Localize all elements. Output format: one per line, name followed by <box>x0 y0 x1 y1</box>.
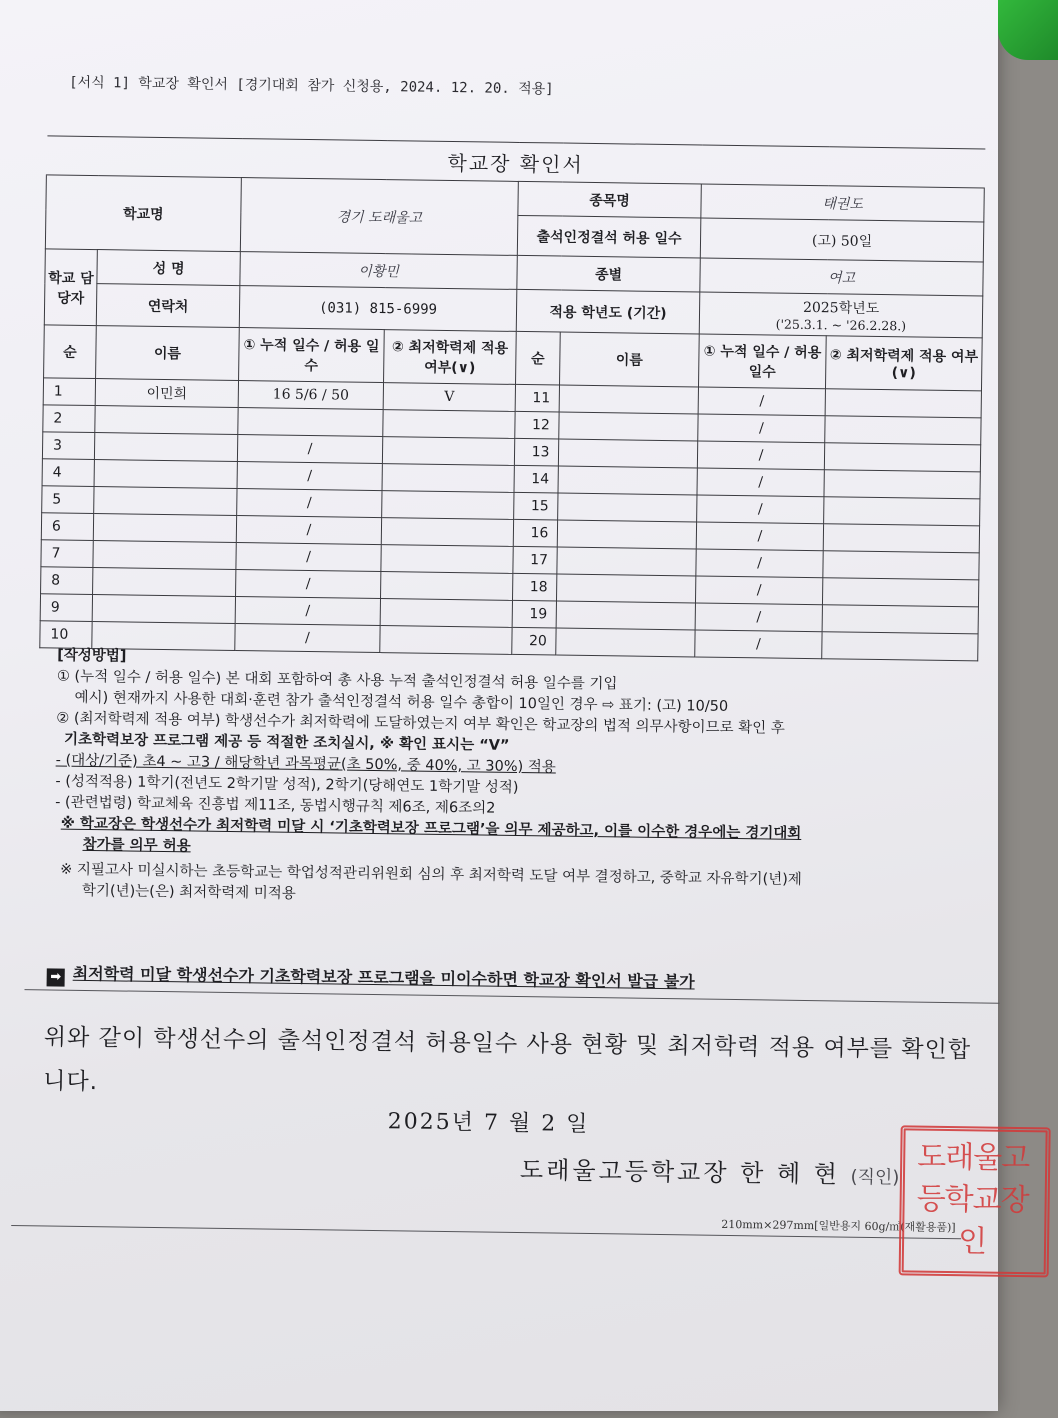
allowed-label: 출석인정결석 허용 일수 <box>517 215 701 258</box>
row-name <box>93 568 236 597</box>
official-seal-stamp <box>899 1125 1051 1277</box>
row-check <box>380 599 512 628</box>
event-label: 종목명 <box>518 181 701 218</box>
row-no: 6 <box>41 513 93 541</box>
col-no-left: 순 <box>44 325 97 379</box>
student-list <box>40 378 982 661</box>
contact-value: (031) 815-6999 <box>239 286 517 332</box>
row-name <box>92 595 235 624</box>
row-days: / <box>237 435 382 464</box>
method-line-5: - (대상/기준) 초4 ~ 고3 / 해당학년 과목평균(초 50%, 중 40%, 고 30%) 적용 <box>55 752 556 776</box>
row-no: 20 <box>512 627 556 655</box>
row-days: / <box>236 543 381 572</box>
row-days: / <box>695 576 822 605</box>
method-line-3: ② (최저학력제 적용 여부) 학생선수가 최저학력에 도달하였는지 여부 확인은 학교장의 법적 의무사항이므로 확인 후 <box>56 710 785 737</box>
row-no: 15 <box>514 492 558 520</box>
method-section <box>54 646 997 915</box>
gender-value: 여고 <box>700 258 983 296</box>
school-label: 학교명 <box>45 175 241 252</box>
method-line-2: 예시) 현재까지 사용한 대회·훈련 참가 출석인정결석 허용 일수 총합이 10일인 경우 ⇨ 표기: (고) 10/50 <box>74 689 729 715</box>
seal-characters: 도래울고등학교장인 <box>916 1139 1030 1260</box>
contact-label: 연락처 <box>96 284 240 328</box>
row-check <box>381 572 513 601</box>
row-no: 11 <box>515 384 559 412</box>
row-no: 13 <box>514 438 558 466</box>
row-no: 9 <box>40 594 92 622</box>
row-name <box>556 574 695 603</box>
row-name <box>557 547 696 576</box>
row-name <box>558 439 697 468</box>
row-name <box>556 601 695 630</box>
row-days <box>238 408 383 437</box>
row-days: / <box>696 549 823 578</box>
method-line-7: - (관련법령) 학교체육 진흥법 제11조, 동법시행규칙 제6조, 제6조의2 <box>55 794 496 817</box>
row-check <box>381 518 513 547</box>
row-no: 8 <box>41 567 93 595</box>
paper-size-note: 210mm×297mm[일반용지 60g/㎡(재활용품)] <box>721 1217 956 1235</box>
principal-name: 도래울고등학교장 한 혜 현 <box>519 1156 841 1189</box>
manager-name: 이황민 <box>240 252 517 290</box>
row-days: / <box>695 630 822 659</box>
method-line-6: - (성적적용) 1학기(전년도 2학기말 성적), 2학기(당해연도 1학기말 성적) <box>55 773 519 796</box>
row-days: / <box>237 489 382 518</box>
col-name-left: 이름 <box>96 326 240 381</box>
row-name <box>557 520 696 549</box>
row-name <box>93 541 236 570</box>
row-days: / <box>697 441 824 470</box>
row-no: 7 <box>41 540 93 568</box>
row-check: V <box>383 383 515 412</box>
row-check <box>381 545 513 574</box>
row-no: 2 <box>43 405 95 433</box>
col-days-left: ① 누적 일수 / 허용 일수 <box>239 328 385 383</box>
issue-date: 2025년 7 월 2 일 <box>387 1109 590 1138</box>
row-name <box>94 433 237 462</box>
row-days: / <box>236 570 381 599</box>
allowed-value: (고) 50일 <box>700 218 984 262</box>
row-no: 14 <box>514 465 558 493</box>
row-no: 3 <box>42 432 94 460</box>
row-no: 10 <box>40 621 92 649</box>
method-line-1: ① (누적 일수 / 허용 일수) 본 대회 포함하여 총 사용 누적 출석인정결석 허용 일수를 기입 <box>56 668 618 693</box>
row-check <box>824 497 980 526</box>
warning-text: 최저학력 미달 학생선수가 기초학력보장 프로그램을 미이수하면 학교장 확인서 발급 불가 <box>72 963 695 992</box>
row-name <box>94 460 237 489</box>
row-name: 이민희 <box>95 379 238 408</box>
row-check <box>825 416 981 445</box>
manager-label: 학교 담당자 <box>44 249 97 326</box>
row-name <box>559 412 698 441</box>
method-heading: [작성방법] <box>57 647 127 665</box>
row-name <box>558 466 697 495</box>
event-value: 태권도 <box>701 184 984 222</box>
year-value: 2025학년도 <box>802 299 880 317</box>
row-check <box>823 524 979 553</box>
col-days-right: ① 누적 일수 / 허용 일수 <box>698 334 826 389</box>
row-no: 12 <box>515 411 559 439</box>
page-title: 학교장 확인서 <box>46 136 984 188</box>
col-name-right: 이름 <box>560 332 700 387</box>
col-check-left: ② 최저학력제 적용 여부(∨) <box>384 330 517 385</box>
row-no: 4 <box>42 459 94 487</box>
year-period: ('25.3.1. ~ '26.2.28.) <box>775 316 907 334</box>
row-days: / <box>698 387 825 416</box>
row-days: / <box>697 468 824 497</box>
row-days: / <box>698 414 825 443</box>
row-check <box>382 437 514 466</box>
row-check <box>382 491 514 520</box>
method-line-11: 학기(년)는(은) 최저학력제 미적용 <box>81 882 296 902</box>
row-no: 16 <box>513 519 557 547</box>
row-check <box>822 578 978 607</box>
row-check <box>382 464 514 493</box>
seal-mark: (직인) <box>850 1166 900 1189</box>
row-check <box>824 443 980 472</box>
row-days: / <box>695 603 822 632</box>
form-label: [서식 1] 학교장 확인서 [경기대회 참가 신청용, 2024. 12. 20. 적용] <box>69 74 554 98</box>
confirmation-table <box>39 135 985 661</box>
row-name <box>93 514 236 543</box>
row-days: / <box>236 516 381 545</box>
year-label: 적용 학년도 (기간) <box>516 289 700 334</box>
row-no: 19 <box>512 600 556 628</box>
row-check <box>823 551 979 580</box>
row-days: / <box>235 624 380 653</box>
row-no: 17 <box>513 546 557 574</box>
row-no: 5 <box>42 486 94 514</box>
declaration-text: 위와 같이 학생선수의 출석인정결석 허용일수 사용 현황 및 최저학력 적용 여부를 확인합니다. <box>43 1024 972 1096</box>
method-line-10: ※ 지필고사 미실시하는 초등학교는 학업성적관리위원회 심의 후 최저학력 도달 여부 결정하고, 중학교 자유학기(년)제 <box>60 861 802 888</box>
gender-label: 종별 <box>517 255 700 292</box>
name-label: 성 명 <box>97 250 240 286</box>
school-value: 경기 도래울고 <box>240 178 518 256</box>
method-line-8: ※ 학교장은 학생선수가 최저학력 미달 시 ‘기초학력보장 프로그램’을 의무 제공하고, 이를 이수한 경우에는 경기대회 <box>60 815 802 842</box>
method-line-9: 참가를 의무 허용 <box>82 836 191 855</box>
row-name <box>559 385 698 414</box>
row-days: / <box>237 462 382 491</box>
col-check-right: ② 최저학력제 적용 여부(∨) <box>825 336 982 391</box>
row-check <box>383 410 515 439</box>
year-cell <box>699 292 983 338</box>
principal-line <box>520 1150 900 1190</box>
col-no-right: 순 <box>516 331 561 385</box>
row-check <box>825 389 981 418</box>
row-days: / <box>697 495 824 524</box>
row-check <box>824 470 980 499</box>
row-no: 1 <box>43 378 95 406</box>
row-check <box>822 605 978 634</box>
arrow-box-icon: ➡ <box>47 968 65 986</box>
row-days: / <box>235 597 380 626</box>
row-days: / <box>696 522 823 551</box>
row-name <box>558 493 697 522</box>
row-no: 18 <box>512 573 556 601</box>
row-name <box>95 406 238 435</box>
method-line-4: 기초학력보장 프로그램 제공 등 적절한 조치실시, ※ 확인 표시는 “V” <box>63 731 510 754</box>
row-days: 16 5/6 / 50 <box>238 381 383 410</box>
row-name <box>94 487 237 516</box>
